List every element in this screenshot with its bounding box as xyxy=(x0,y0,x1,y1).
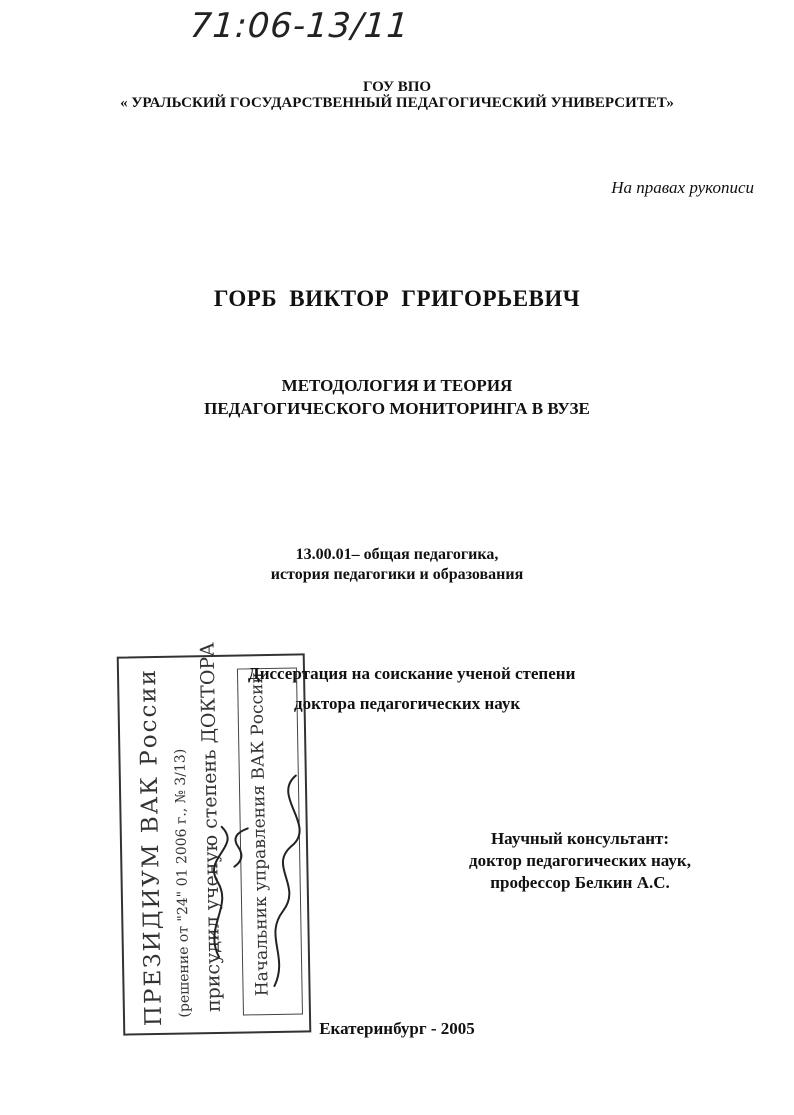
rights-note: На правах рукописи xyxy=(611,178,754,197)
archive-code: 71:06-13/11 xyxy=(188,6,411,46)
consultant-degree: доктор педагогических наук, xyxy=(469,851,691,870)
organization-name: « УРАЛЬСКИЙ ГОСУДАРСТВЕННЫЙ ПЕДАГОГИЧЕСКИЙ УНИВЕРСИТЕТ» xyxy=(120,95,674,111)
specialty-line-2: история педагогики и образования xyxy=(270,566,524,583)
organization-abbreviation: ГОУ ВПО xyxy=(362,79,432,95)
stamp-line-2: (решение от "24" 01 2006 г., № 3/13) xyxy=(172,748,194,1018)
stamp-line-1: ПРЕЗИДИУМ ВАК России xyxy=(134,667,168,1027)
specialty-line-1: 13.00.01– общая педагогика, xyxy=(295,546,499,563)
stamp-line-4: Начальник управления ВАК России xyxy=(247,672,273,997)
dissertation-line-2: доктора педагогических наук xyxy=(294,694,521,713)
author-name: ГОРБ ВИКТОР ГРИГОРЬЕВИЧ xyxy=(213,286,581,311)
dissertation-line-1: Диссертация на соискание ученой степени xyxy=(248,664,576,683)
handwritten-signature xyxy=(119,655,310,1033)
consultant-name: профессор Белкин А.С. xyxy=(490,873,670,892)
scientific-consultant xyxy=(450,828,710,894)
city-year-footer: Екатеринбург - 2005 xyxy=(319,1019,475,1038)
vak-approval-stamp xyxy=(117,642,312,1035)
consultant-label: Научный консультант: xyxy=(490,829,670,848)
thesis-title-line-1: МЕТОДОЛОГИЯ И ТЕОРИЯ xyxy=(281,376,513,395)
thesis-title-line-2: ПЕДАГОГИЧЕСКОГО МОНИТОРИНГА В ВУЗЕ xyxy=(204,399,590,418)
stamp-line-3: присудил ученую степень ДОКТОРА xyxy=(196,642,225,1013)
